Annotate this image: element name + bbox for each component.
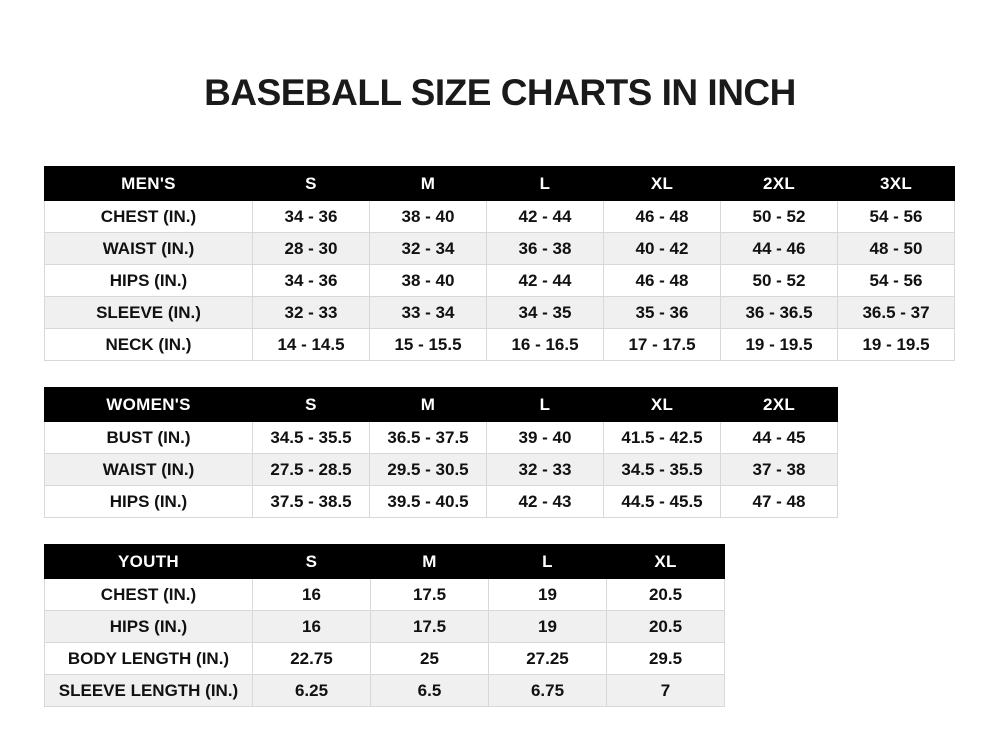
table-row bbox=[45, 265, 955, 297]
youth-size-table bbox=[44, 544, 725, 707]
cell: 36.5 - 37 bbox=[838, 297, 955, 329]
cell: 46 - 48 bbox=[604, 265, 721, 297]
cell: 35 - 36 bbox=[604, 297, 721, 329]
cell: 39.5 - 40.5 bbox=[370, 486, 487, 518]
column-header-category: MEN'S bbox=[45, 167, 253, 201]
row-label: HIPS (IN.) bbox=[45, 611, 253, 643]
table-row bbox=[45, 611, 725, 643]
cell: 42 - 44 bbox=[487, 265, 604, 297]
cell: 34 - 35 bbox=[487, 297, 604, 329]
table-header-row bbox=[45, 388, 838, 422]
cell: 36 - 38 bbox=[487, 233, 604, 265]
cell: 47 - 48 bbox=[721, 486, 838, 518]
mens-size-table bbox=[44, 166, 955, 361]
cell: 38 - 40 bbox=[370, 201, 487, 233]
table-row bbox=[45, 297, 955, 329]
table-header-row bbox=[45, 545, 725, 579]
cell: 42 - 43 bbox=[487, 486, 604, 518]
column-header-m: M bbox=[371, 545, 489, 579]
column-header-l: L bbox=[487, 167, 604, 201]
table-row bbox=[45, 579, 725, 611]
column-header-3xl: 3XL bbox=[838, 167, 955, 201]
column-header-xl: XL bbox=[604, 388, 721, 422]
cell: 36.5 - 37.5 bbox=[370, 422, 487, 454]
column-header-s: S bbox=[253, 167, 370, 201]
table-row bbox=[45, 233, 955, 265]
page-title: BASEBALL SIZE CHARTS IN INCH bbox=[204, 72, 796, 113]
cell: 19 bbox=[489, 579, 607, 611]
table-row bbox=[45, 422, 838, 454]
cell: 19 - 19.5 bbox=[838, 329, 955, 361]
cell: 14 - 14.5 bbox=[253, 329, 370, 361]
cell: 37 - 38 bbox=[721, 454, 838, 486]
cell: 16 bbox=[253, 579, 371, 611]
cell: 42 - 44 bbox=[487, 201, 604, 233]
cell: 34 - 36 bbox=[253, 265, 370, 297]
cell: 17.5 bbox=[371, 579, 489, 611]
cell: 17 - 17.5 bbox=[604, 329, 721, 361]
column-header-xl: XL bbox=[604, 167, 721, 201]
cell: 22.75 bbox=[253, 643, 371, 675]
cell: 44 - 46 bbox=[721, 233, 838, 265]
cell: 34.5 - 35.5 bbox=[604, 454, 721, 486]
cell: 25 bbox=[371, 643, 489, 675]
cell: 50 - 52 bbox=[721, 265, 838, 297]
cell: 32 - 34 bbox=[370, 233, 487, 265]
cell: 29.5 - 30.5 bbox=[370, 454, 487, 486]
womens-size-table bbox=[44, 387, 838, 518]
cell: 40 - 42 bbox=[604, 233, 721, 265]
cell: 27.25 bbox=[489, 643, 607, 675]
row-label: BODY LENGTH (IN.) bbox=[45, 643, 253, 675]
row-label: SLEEVE LENGTH (IN.) bbox=[45, 675, 253, 707]
cell: 34 - 36 bbox=[253, 201, 370, 233]
row-label: HIPS (IN.) bbox=[45, 486, 253, 518]
table-row bbox=[45, 454, 838, 486]
cell: 33 - 34 bbox=[370, 297, 487, 329]
table-row bbox=[45, 486, 838, 518]
cell: 54 - 56 bbox=[838, 201, 955, 233]
cell: 15 - 15.5 bbox=[370, 329, 487, 361]
row-label: BUST (IN.) bbox=[45, 422, 253, 454]
column-header-xl: XL bbox=[607, 545, 725, 579]
cell: 54 - 56 bbox=[838, 265, 955, 297]
size-tables-container bbox=[0, 166, 1000, 707]
column-header-m: M bbox=[370, 167, 487, 201]
row-label: NECK (IN.) bbox=[45, 329, 253, 361]
cell: 32 - 33 bbox=[487, 454, 604, 486]
row-label: WAIST (IN.) bbox=[45, 454, 253, 486]
cell: 36 - 36.5 bbox=[721, 297, 838, 329]
cell: 29.5 bbox=[607, 643, 725, 675]
cell: 48 - 50 bbox=[838, 233, 955, 265]
cell: 17.5 bbox=[371, 611, 489, 643]
cell: 16 - 16.5 bbox=[487, 329, 604, 361]
cell: 34.5 - 35.5 bbox=[253, 422, 370, 454]
column-header-l: L bbox=[489, 545, 607, 579]
column-header-l: L bbox=[487, 388, 604, 422]
column-header-category: WOMEN'S bbox=[45, 388, 253, 422]
column-header-s: S bbox=[253, 545, 371, 579]
row-label: WAIST (IN.) bbox=[45, 233, 253, 265]
cell: 16 bbox=[253, 611, 371, 643]
column-header-2xl: 2XL bbox=[721, 388, 838, 422]
cell: 32 - 33 bbox=[253, 297, 370, 329]
cell: 44.5 - 45.5 bbox=[604, 486, 721, 518]
cell: 44 - 45 bbox=[721, 422, 838, 454]
row-label: HIPS (IN.) bbox=[45, 265, 253, 297]
cell: 19 bbox=[489, 611, 607, 643]
column-header-s: S bbox=[253, 388, 370, 422]
cell: 46 - 48 bbox=[604, 201, 721, 233]
table-row bbox=[45, 675, 725, 707]
cell: 7 bbox=[607, 675, 725, 707]
row-label: SLEEVE (IN.) bbox=[45, 297, 253, 329]
table-row bbox=[45, 201, 955, 233]
table-row bbox=[45, 329, 955, 361]
cell: 6.5 bbox=[371, 675, 489, 707]
column-header-m: M bbox=[370, 388, 487, 422]
table-row bbox=[45, 643, 725, 675]
row-label: CHEST (IN.) bbox=[45, 579, 253, 611]
cell: 19 - 19.5 bbox=[721, 329, 838, 361]
cell: 6.25 bbox=[253, 675, 371, 707]
cell: 37.5 - 38.5 bbox=[253, 486, 370, 518]
row-label: CHEST (IN.) bbox=[45, 201, 253, 233]
column-header-category: YOUTH bbox=[45, 545, 253, 579]
table-header-row bbox=[45, 167, 955, 201]
cell: 41.5 - 42.5 bbox=[604, 422, 721, 454]
cell: 28 - 30 bbox=[253, 233, 370, 265]
cell: 27.5 - 28.5 bbox=[253, 454, 370, 486]
cell: 38 - 40 bbox=[370, 265, 487, 297]
cell: 20.5 bbox=[607, 579, 725, 611]
cell: 6.75 bbox=[489, 675, 607, 707]
cell: 20.5 bbox=[607, 611, 725, 643]
cell: 50 - 52 bbox=[721, 201, 838, 233]
column-header-2xl: 2XL bbox=[721, 167, 838, 201]
cell: 39 - 40 bbox=[487, 422, 604, 454]
